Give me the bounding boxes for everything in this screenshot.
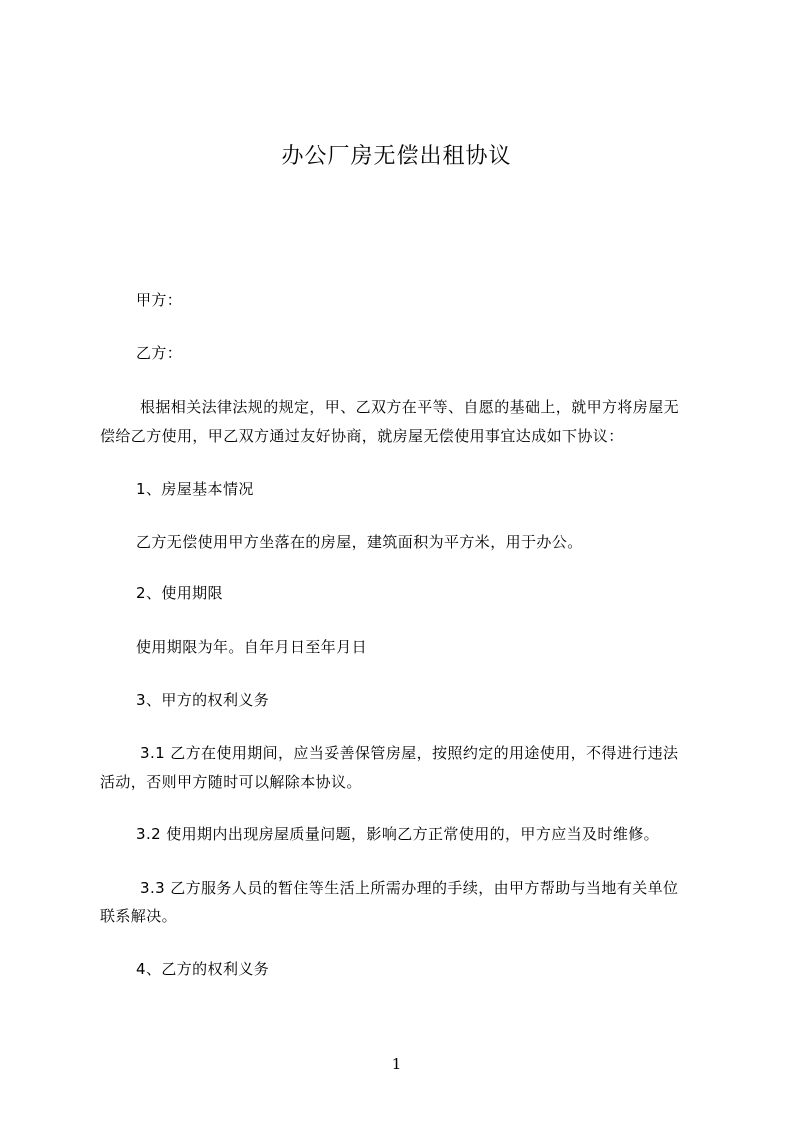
- document-title: 办公厂房无偿出租协议: [281, 144, 512, 169]
- item-3-1-line-1: 3.1 乙方在使用期间，应当妥善保管房屋，按照约定的用途使用，不得进行违法: [140, 744, 679, 762]
- section-2-heading: 2、使用期限: [136, 584, 223, 602]
- intro-paragraph-line-2: 偿给乙方使用，甲乙双方通过友好协商，就房屋无偿使用事宜达成如下协议：: [100, 427, 624, 445]
- item-3-2: 3.2 使用期内出现房屋质量问题，影响乙方正常使用的，甲方应当及时维修。: [136, 825, 660, 843]
- page-number: 1: [391, 1055, 402, 1073]
- intro-paragraph-line-1: 根据相关法律法规的规定，甲、乙双方在平等、自愿的基础上，就甲方将房屋无: [140, 398, 680, 416]
- section-1-heading: 1、房屋基本情况: [136, 480, 254, 498]
- item-3-3-line-2: 联系解决。: [100, 907, 178, 925]
- section-2-text: 使用期限为年。自年月日至年月日: [136, 638, 368, 656]
- party-a-line: 甲方：: [136, 291, 183, 309]
- section-3-heading: 3、甲方的权利义务: [136, 691, 270, 709]
- party-b-line: 乙方：: [136, 344, 183, 362]
- section-4-heading: 4、乙方的权利义务: [136, 960, 270, 978]
- item-3-1-line-2: 活动，否则甲方随时可以解除本协议。: [100, 773, 362, 791]
- item-3-3-line-1: 3.3 乙方服务人员的暂住等生活上所需办理的手续，由甲方帮助与当地有关单位: [140, 879, 679, 897]
- section-1-text: 乙方无偿使用甲方坐落在的房屋，建筑面积为平方米，用于办公。: [136, 533, 583, 551]
